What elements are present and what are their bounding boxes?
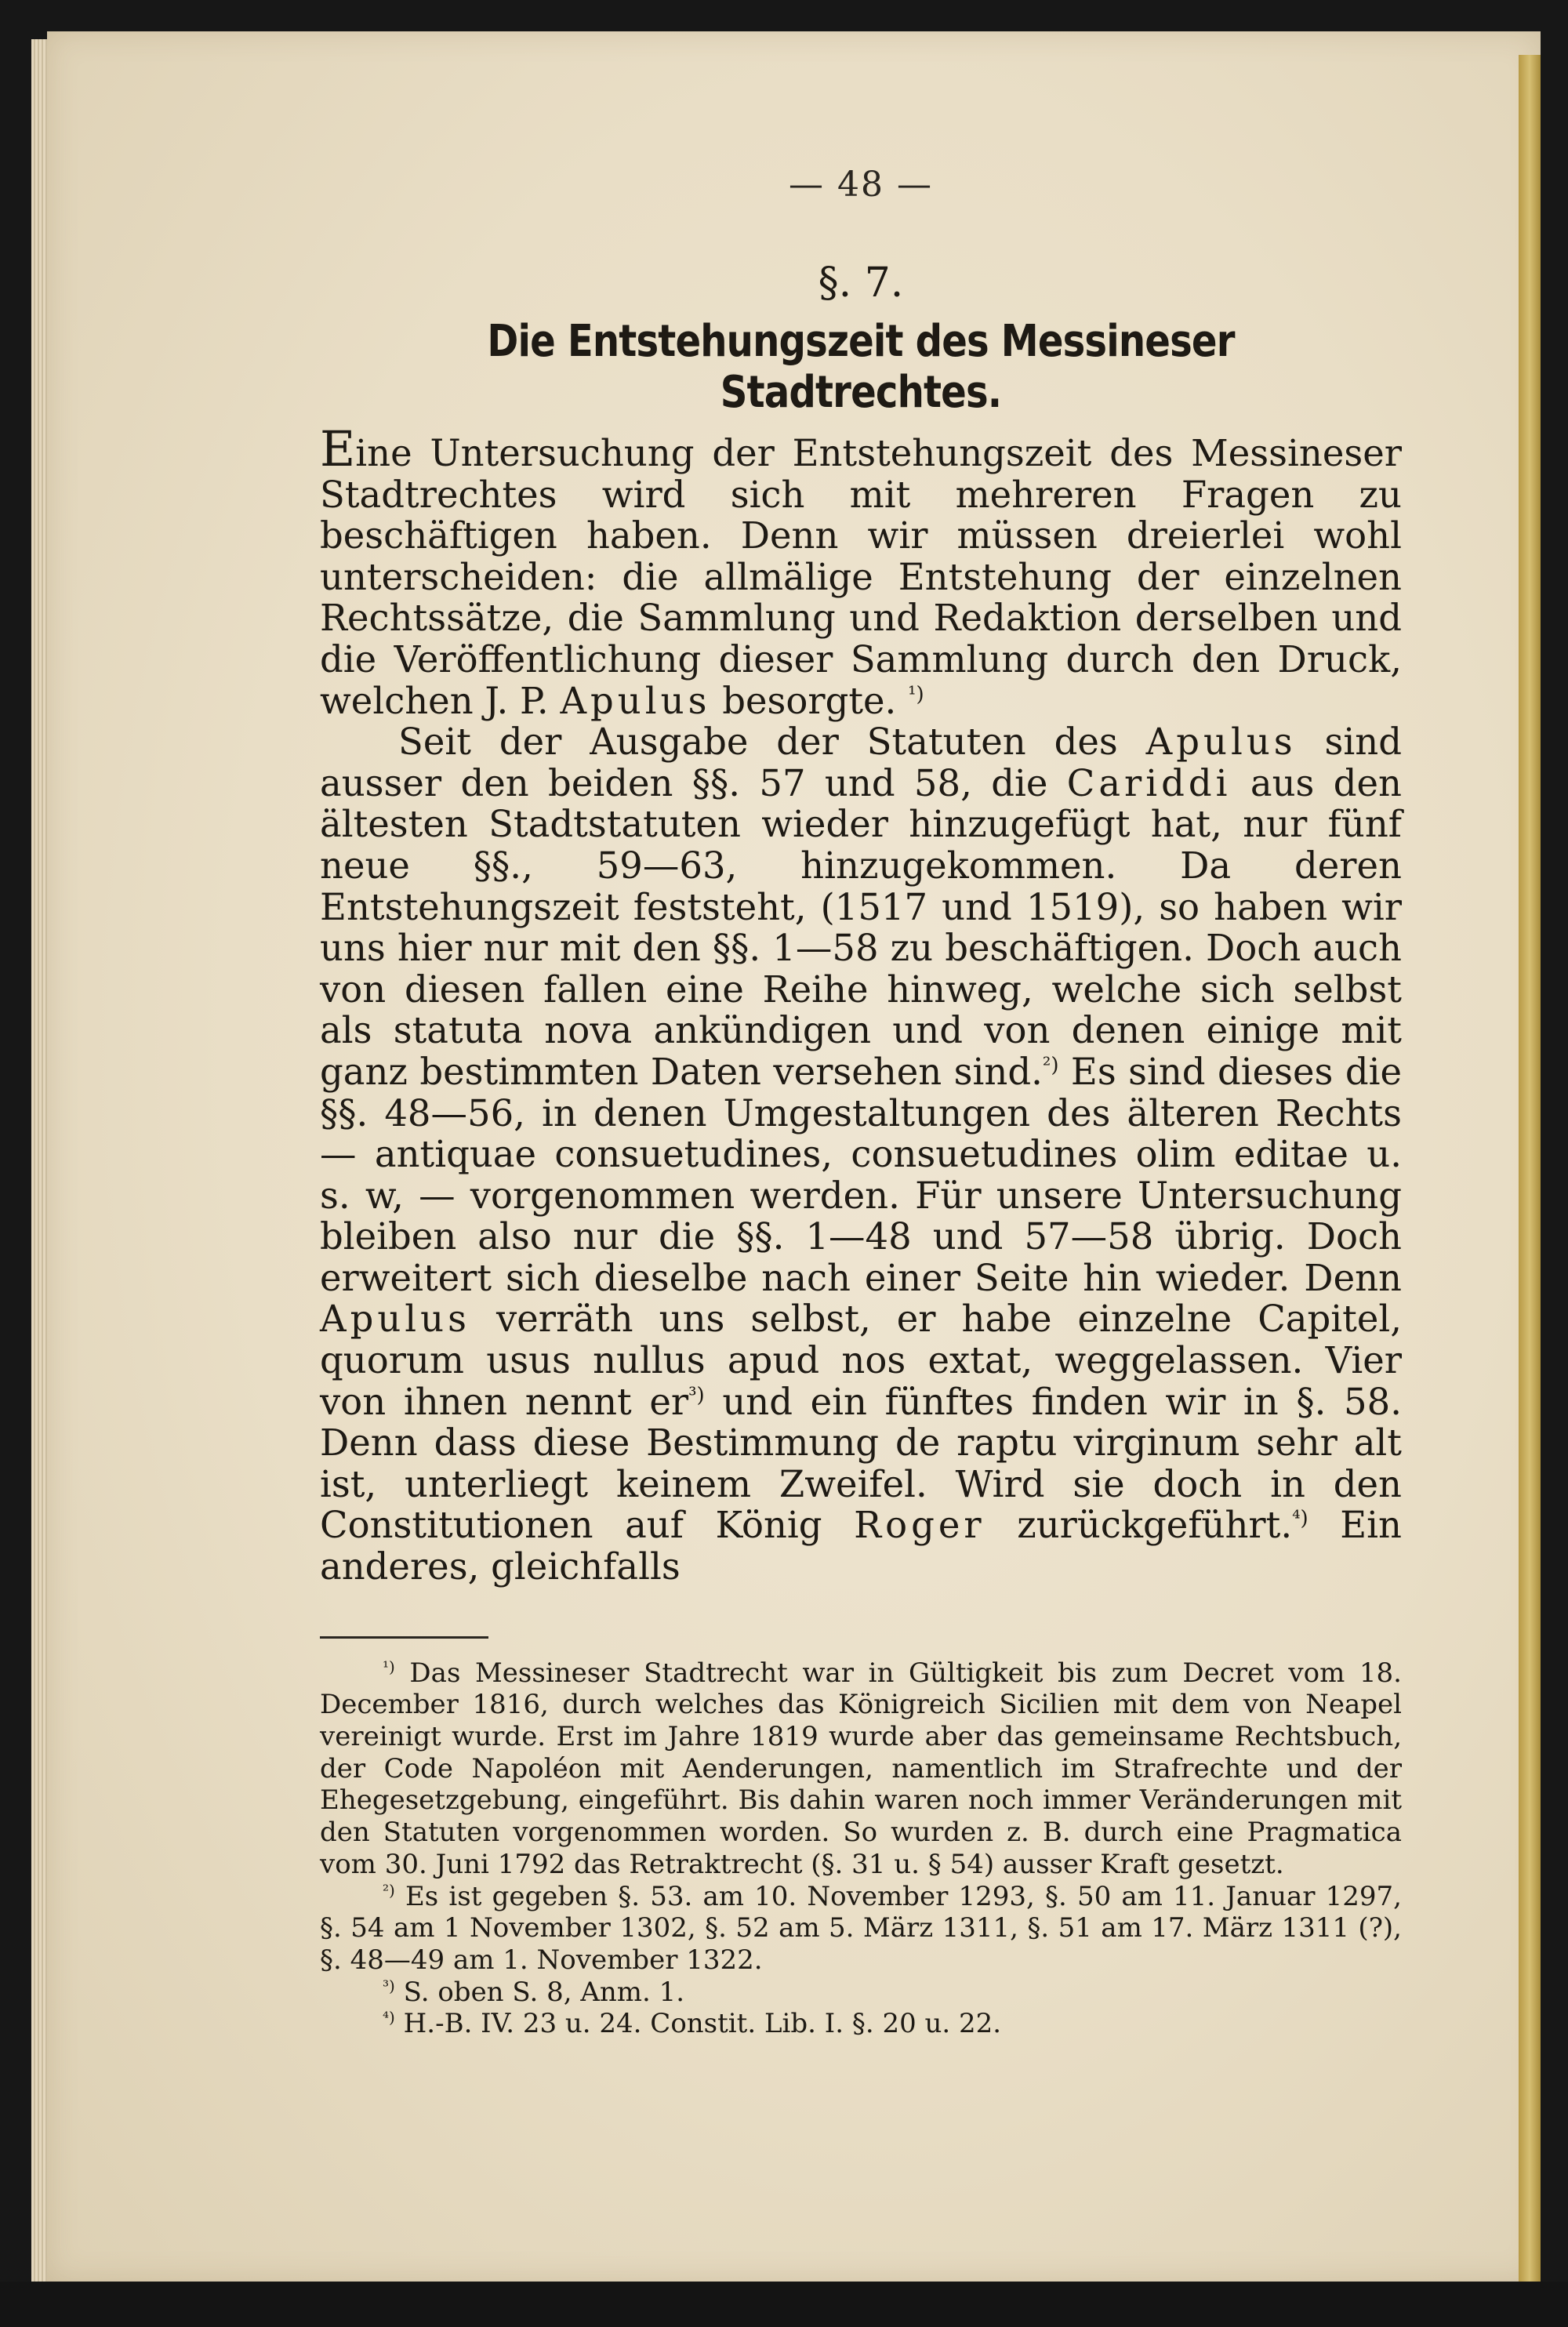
footnote-text: Es ist gegeben §. 53. am 10. November 1293, §. 50 am 11. Januar 1297, §. 54 am 1 November 1302, §. 52 am 5. März 1311, §. 51 am 17. März 1311 (?), §. 48—49 am 1. November 1322. (320, 1880, 1402, 1976)
footnote-ref-3: ³) (688, 1383, 705, 1407)
name-apulus: Apulus (320, 1298, 470, 1341)
paragraph-2-seg6: und ein fünftes finden wir in §. 58. Denn dass diese Bestimmung de raptu virginum sehr alt ist, unterliegt keinem Zweifel. Wird sie doch in den Constitutionen auf König (320, 1380, 1402, 1547)
name-roger: Roger (854, 1504, 985, 1547)
paragraph-1 (320, 420, 1402, 722)
footnote-2 (320, 1881, 1402, 1977)
footnote-text: Das Messineser Stadtrecht war in Gültigkeit bis zum Decret vom 18. December 1816, durch welches das Königreich Sicilien mit dem von Neapel vereinigt wurde. Erst im Jahre 1819 wurde aber das gemeinsame Rechtsbuch, der Code Napoléon mit Aenderungen, namentlich im Strafrechte und der Ehegesetzgebung, eingeführt. Bis dahin waren noch immer Veränderungen mit den Statuten vorgenommen worden. So wurden z. B. durch eine Pragmatica vom 30. Juni 1792 das Retraktrecht (§. 31 u. § 54) ausser Kraft gesetzt. (320, 1657, 1402, 1880)
main-text (320, 420, 1403, 1588)
page-number: — 48 — (789, 165, 933, 205)
footnote-ref-2: ²) (1042, 1053, 1059, 1077)
paragraph-2-seg1: Seit der Ausgabe der Statuten des (398, 721, 1146, 764)
footnote-ref-4: ⁴) (1292, 1507, 1308, 1531)
footnote-divider (320, 1636, 488, 1639)
paragraph-2-seg2: sind ausser den beiden §§. 57 und 58, die (320, 721, 1402, 804)
page-content (320, 165, 1402, 2040)
footnote-ref-1: ¹) (908, 682, 924, 706)
section-number: §. 7. (818, 260, 904, 307)
section-title: Die Entstehungszeit des Messineser Stadtrechtes. (487, 316, 1235, 418)
paragraph-2-seg3: aus den ältesten Stadtstatuten wieder hinzugefügt hat, nur fünf neue §§., 59—63, hinzugekommen. Da deren Entstehungszeit feststeht, (1517 und 1519), so haben wir uns hier nur mit den §§. 1—58 zu beschäftigen. Doch auch von diesen fallen eine Reihe hinweg, welche sich selbst als statuta nova ankündigen und von denen einige mit ganz bestimmten Daten versehen sind. (320, 761, 1402, 1093)
footnote-mark: ³) (383, 1976, 395, 1995)
paragraph-2-seg4: Es sind dieses die §§. 48—56, in denen Umgestaltungen des älteren Rechts — antiquae consuetudines, consuetudines olim editae u. s. w, — vorgenommen werden. Für unsere Untersuchung bleiben also nur die §§. 1—48 und 57—58 übrig. Doch erweitert sich dieselbe nach einer Seite hin wieder. Denn (320, 1050, 1402, 1299)
initial-letter: E (320, 420, 356, 477)
footnote-mark: ¹) (383, 1657, 395, 1676)
footnote-mark: ⁴) (383, 2008, 395, 2028)
paragraph-1-text: ine Untersuchung der Entstehungszeit des Messineser Stadtrechtes wird sich mit mehreren Fragen zu beschäftigen haben. Denn wir müssen dreierlei wohl unterscheiden: die allmälige Entstehung der einzelnen Rechtssätze, die Sammlung und Redaktion derselben und die Veröffentlichung dieser Sammlung durch den Druck, welchen J. P. (320, 432, 1402, 722)
paragraph-2 (320, 721, 1402, 1587)
name-cariddi: Cariddi (1066, 761, 1232, 804)
paragraph-2-seg5: verräth uns selbst, er habe einzelne Capitel, quorum usus nullus apud nos extat, weggelassen. Vier von ihnen nennt er (320, 1298, 1402, 1423)
binding-gutter (1519, 55, 1541, 2297)
name-apulus: Apulus (1145, 721, 1297, 764)
footnote-text: H.-B. IV. 23 u. 24. Constit. Lib. I. §. 20 u. 22. (394, 2008, 1002, 2040)
paragraph-1-end: besorgte. (710, 679, 897, 722)
footnote-text: S. oben S. 8, Anm. 1. (394, 1976, 685, 2008)
footnote-3 (320, 1977, 1402, 2009)
footnote-mark: ²) (383, 1880, 395, 1900)
footnote-1 (320, 1657, 1402, 1881)
name-apulus: Apulus (560, 679, 711, 722)
paragraph-2-seg7: zurückgeführt. (985, 1504, 1293, 1547)
paragraph-2-seg8: Ein anderes, gleichfalls (320, 1504, 1403, 1588)
footnotes (320, 1657, 1402, 2040)
footnote-4 (320, 2008, 1402, 2040)
scan-border (0, 2282, 1568, 2327)
